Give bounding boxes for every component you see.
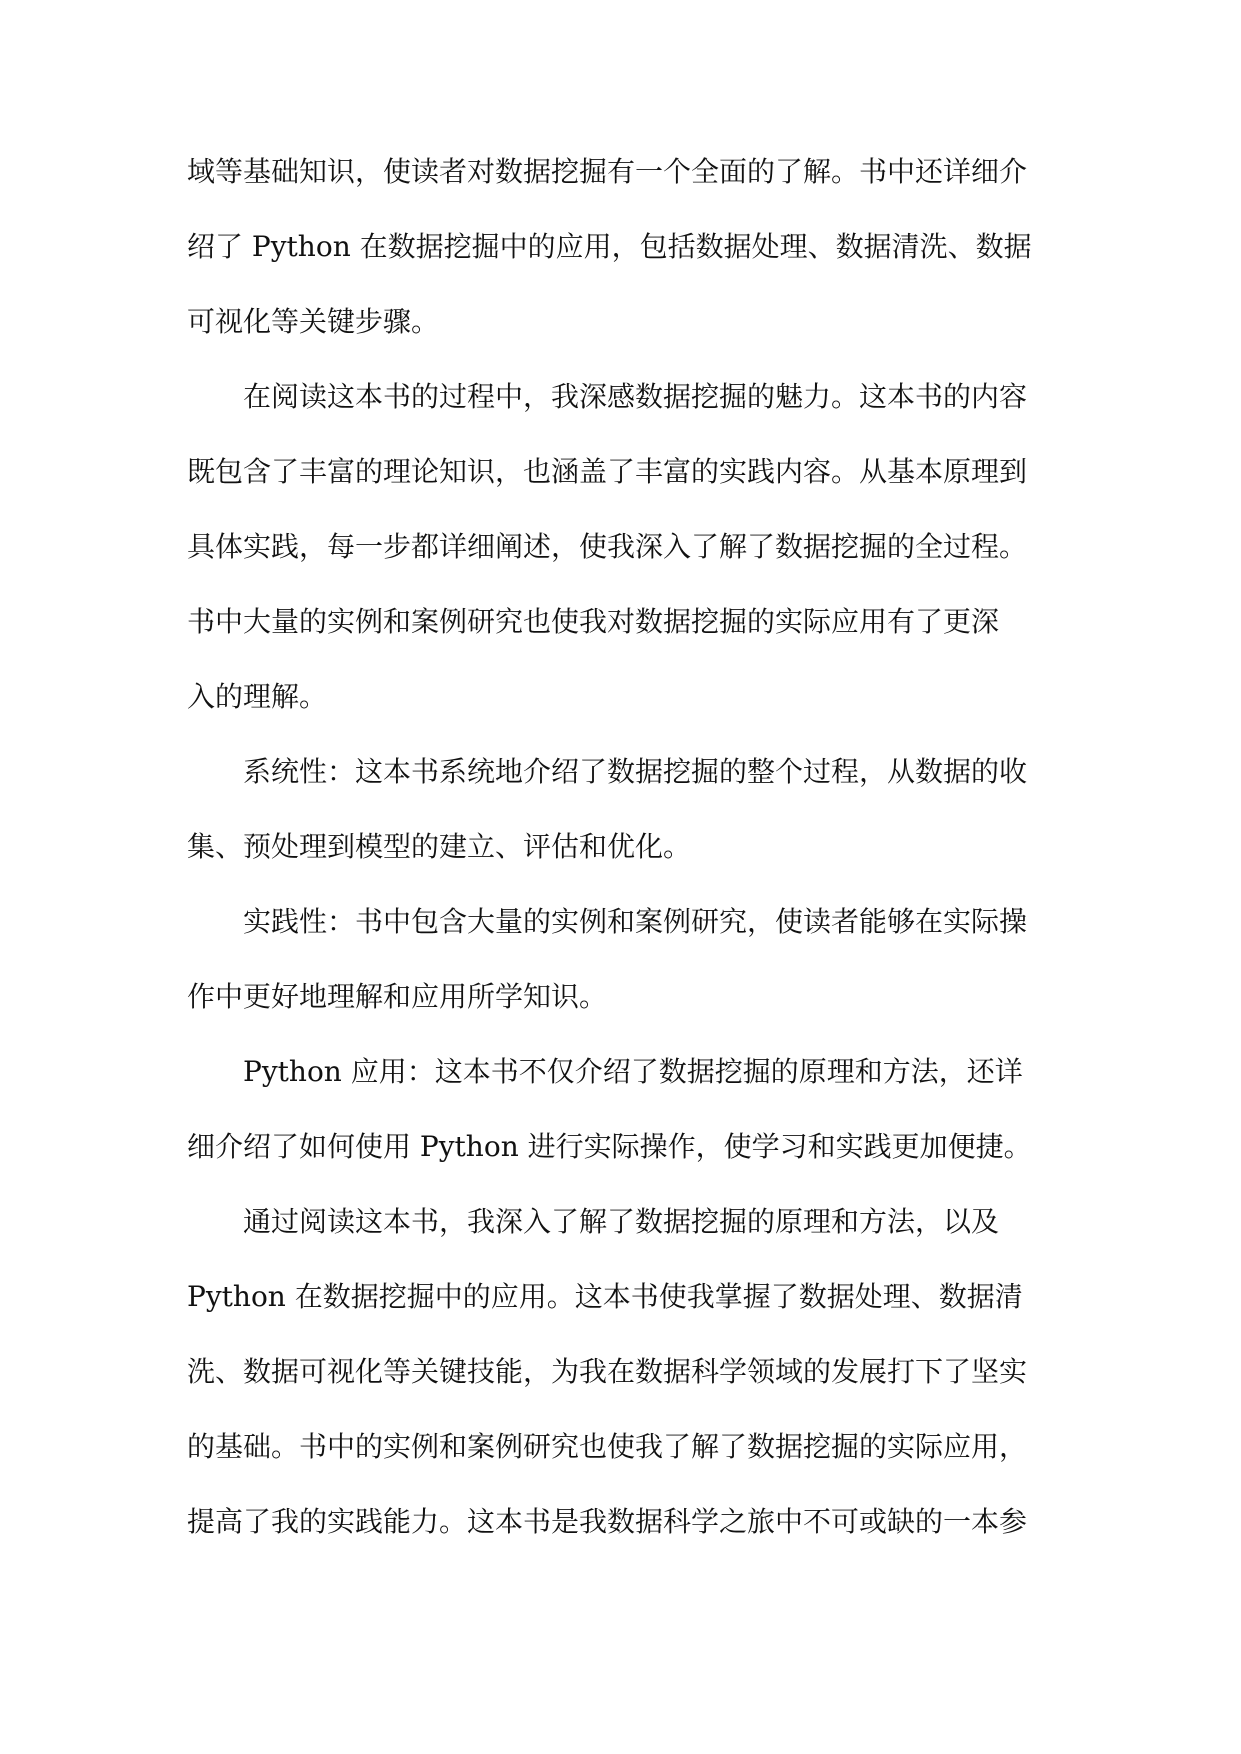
text-line: Python 在数据挖掘中的应用。这本书使我掌握了数据处理、数据清: [187, 1280, 1023, 1313]
paragraph-first-line: 系统性：这本书系统地介绍了数据挖掘的整个过程，从数据的收: [243, 755, 1028, 788]
paragraph-first-line: Python 应用：这本书不仅介绍了数据挖掘的原理和方法，还详: [243, 1055, 1023, 1088]
paragraph-first-line: 实践性：书中包含大量的实例和案例研究，使读者能够在实际操: [243, 905, 1028, 938]
text-line: 具体实践，每一步都详细阐述，使我深入了解了数据挖掘的全过程。: [187, 530, 1028, 563]
paragraph-first-line: 通过阅读这本书，我深入了解了数据挖掘的原理和方法，以及: [243, 1205, 1000, 1238]
paragraph-first-line: 在阅读这本书的过程中，我深感数据挖掘的魅力。这本书的内容: [243, 380, 1028, 413]
text-line: 书中大量的实例和案例研究也使我对数据挖掘的实际应用有了更深: [187, 605, 1000, 638]
text-line: 绍了 Python 在数据挖掘中的应用，包括数据处理、数据清洗、数据: [187, 230, 1032, 263]
text-line: 提高了我的实践能力。这本书是我数据科学之旅中不可或缺的一本参: [187, 1505, 1028, 1538]
text-line: 集、预处理到模型的建立、评估和优化。: [187, 830, 692, 863]
text-line: 域等基础知识，使读者对数据挖掘有一个全面的了解。书中还详细介: [187, 155, 1028, 188]
text-line: 可视化等关键步骤。: [187, 305, 440, 338]
text-line: 既包含了丰富的理论知识，也涵盖了丰富的实践内容。从基本原理到: [187, 455, 1028, 488]
text-line: 入的理解。: [187, 680, 328, 713]
text-line: 作中更好地理解和应用所学知识。: [187, 980, 608, 1013]
text-line: 的基础。书中的实例和案例研究也使我了解了数据挖掘的实际应用，: [187, 1430, 1028, 1463]
text-line: 细介绍了如何使用 Python 进行实际操作，使学习和实践更加便捷。: [187, 1130, 1032, 1163]
text-line: 洗、数据可视化等关键技能，为我在数据科学领域的发展打下了坚实: [187, 1355, 1028, 1388]
